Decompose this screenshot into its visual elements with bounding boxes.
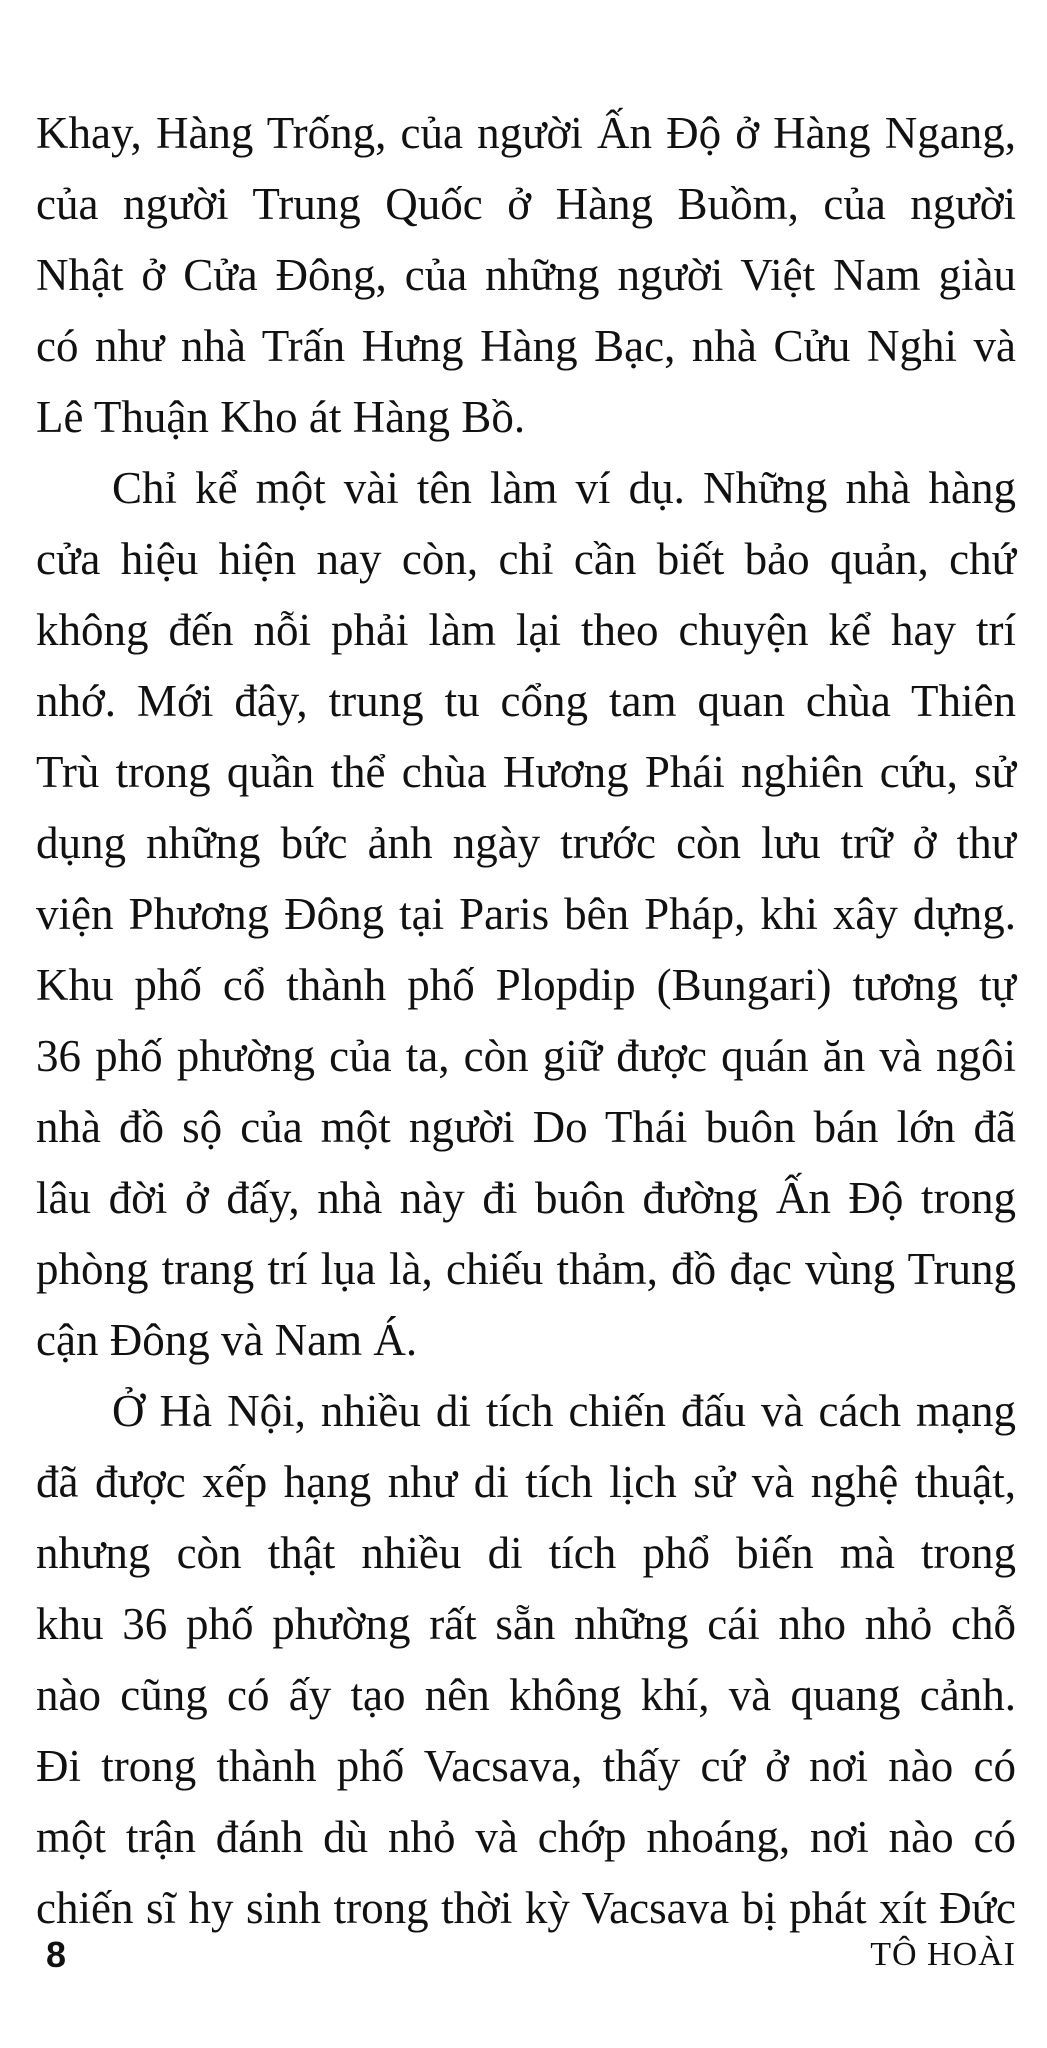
page-number: 8 <box>46 1934 67 1975</box>
text-line: nhà đồ sộ của một người Do Thái buôn bán lớn đã <box>36 1102 1016 1152</box>
text-line: khu 36 phố phường rất sẵn những cái nho nhỏ chỗ <box>36 1599 1016 1649</box>
text-line: dụng những bức ảnh ngày trước còn lưu trữ ở thư <box>36 818 1016 868</box>
text-line: Đi trong thành phố Vacsava, thấy cứ ở nơi nào có <box>36 1741 1016 1791</box>
text-line: Lê Thuận Kho át Hàng Bồ. <box>36 392 526 442</box>
text-line: Ở Hà Nội, nhiều di tích chiến đấu và cách mạng <box>112 1386 1016 1436</box>
text-line: nào cũng có ấy tạo nên không khí, và quang cảnh. <box>36 1670 1016 1720</box>
text-line: nhớ. Mới đây, trung tu cổng tam quan chùa Thiên <box>36 676 1016 726</box>
text-line: của người Trung Quốc ở Hàng Buồm, của người <box>36 179 1016 229</box>
text-line: cửa hiệu hiện nay còn, chỉ cần biết bảo quản, chứ <box>36 534 1016 584</box>
paragraph <box>36 98 1016 453</box>
text-line: Nhật ở Cửa Đông, của những người Việt Nam giàu <box>36 250 1016 300</box>
text-line: đã được xếp hạng như di tích lịch sử và nghệ thuật, <box>36 1457 1016 1507</box>
text-line: Trù trong quần thể chùa Hương Phái nghiên cứu, sử <box>36 747 1016 797</box>
text-line: phòng trang trí lụa là, chiếu thảm, đồ đạc vùng Trung <box>36 1244 1016 1294</box>
page-body <box>36 98 1016 1944</box>
text-line: lâu đời ở đấy, nhà này đi buôn đường Ấn Độ trong <box>36 1173 1016 1223</box>
text-line: có như nhà Trấn Hưng Hàng Bạc, nhà Cửu Nghi và <box>36 321 1016 371</box>
text-line: cận Đông và Nam Á. <box>36 1315 418 1365</box>
text-line: không đến nỗi phải làm lại theo chuyện kể hay trí <box>36 605 1016 655</box>
text-line: Khu phố cổ thành phố Plopdip (Bungari) tương tự <box>36 960 1016 1010</box>
text-line: nhưng còn thật nhiều di tích phổ biến mà trong <box>36 1528 1016 1578</box>
text-line: 36 phố phường của ta, còn giữ được quán ăn và ngôi <box>36 1031 1016 1081</box>
text-line: một trận đánh dù nhỏ và chớp nhoáng, nơi nào có <box>36 1812 1016 1862</box>
text-line: viện Phương Đông tại Paris bên Pháp, khi xây dựng. <box>36 889 1016 939</box>
author-name: TÔ HOÀI <box>870 1936 1016 1973</box>
paragraph <box>36 453 1016 1376</box>
paragraph <box>36 1376 1016 1944</box>
page-footer <box>36 1934 1016 1984</box>
text-line: chiến sĩ hy sinh trong thời kỳ Vacsava bị phát xít Đức <box>36 1883 1016 1933</box>
text-line: Khay, Hàng Trống, của người Ấn Độ ở Hàng Ngang, <box>36 108 1016 158</box>
text-line: Chỉ kể một vài tên làm ví dụ. Những nhà hàng <box>112 463 1016 513</box>
